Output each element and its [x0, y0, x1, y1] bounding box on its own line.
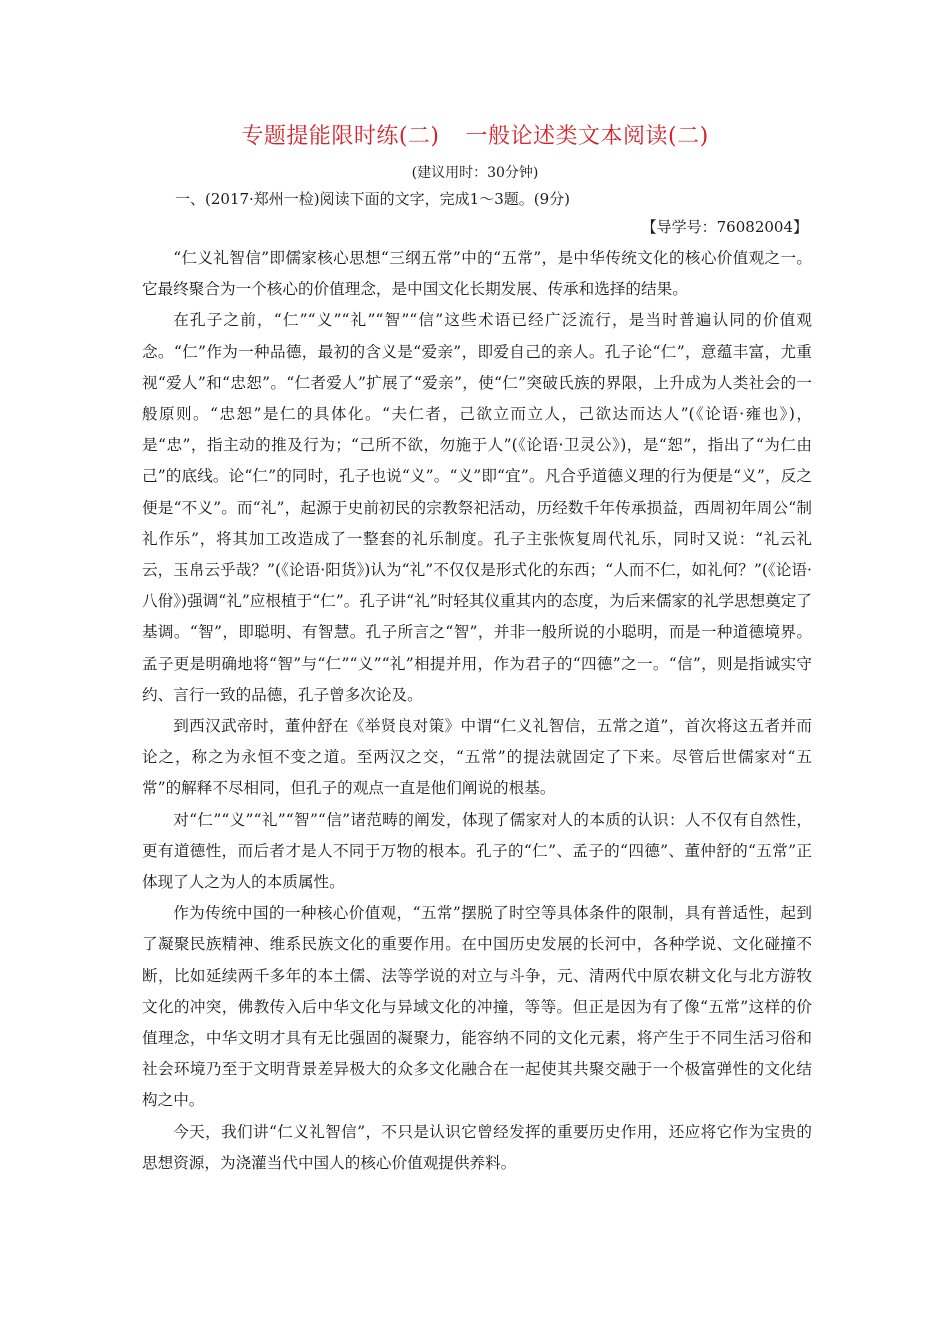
passage-paragraph-2: 在孔子之前，“仁”“义”“礼”“智”“信”这些术语已经广泛流行，是当时普遍认同的价值观念。“仁”作为一种品德，最初的含义是“爱亲”，即爱自己的亲人。孔子论“仁”，意蕴丰富，尤重视“爱人”和“忠恕”。“仁者爱人”扩展了“爱亲”，使“仁”突破氏族的界限，上升成为人类社会的一般原则。“忠恕”是仁的具体化。“夫仁者，己欲立而立人，己欲达而达人”(《论语·雍也》)，是“忠”，指主动的推及行为；“己所不欲，勿施于人”(《论语·卫灵公》)，是“恕”，指出了“为仁由己”的底线。论“仁”的同时，孔子也说“义”。“义”即“宜”。凡合乎道德义理的行为便是“义”，反之便是“不义”。而“礼”，起源于史前初民的宗教祭祀活动，历经数千年传承损益，西周初年周公“制礼作乐”，将其加工改造成了一整套的礼乐制度。孔子主张恢复周代礼乐，同时又说：“礼云礼云，玉帛云乎哉？”(《论语·阳货》)认为“礼”不仅仅是形式化的东西；“人而不仁，如礼何？”(《论语·八佾》)强调“礼”应根植于“仁”。孔子讲“礼”时轻其仪重其内的态度，为后来儒家的礼学思想奠定了基调。“智”，即聪明、有智慧。孔子所言之“智”，并非一般所说的小聪明，而是一种道德境界。孟子更是明确地将“智”与“仁”“义”“礼”相提并用，作为君子的“四德”之一。“信”，则是指诚实守约、言行一致的品德，孔子曾多次论及。: [142, 311, 812, 704]
suggested-time: (建议用时：30分钟): [411, 165, 539, 181]
passage-paragraph-6: 今天，我们讲“仁义礼智信”，不只是认识它曾经发挥的重要历史作用，还应将它作为宝贵的思想资源，为浇灌当代中国人的核心价值观提供养料。: [142, 1122, 812, 1172]
guide-number: 【导学号：76082004】: [641, 218, 808, 236]
passage-paragraph-4: 对“仁”“义”“礼”“智”“信”诸范畴的阐发，体现了儒家对人的本质的认识：人不仅有自然性，更有道德性，而后者才是人不同于万物的根本。孔子的“仁”、孟子的“四德”、董仲舒的“五常”正体现了人之为人的本质属性。: [142, 810, 812, 892]
passage-paragraph-3: 到西汉武帝时，董仲舒在《举贤良对策》中谓“仁义礼智信，五常之道”，首次将这五者并而论之，称之为永恒不变之道。至两汉之交，“五常”的提法就固定了下来。尽管后世儒家对“五常”的解释不尽相同，但孔子的观点一直是他们阐说的根基。: [142, 717, 812, 798]
passage-paragraph-5: 作为传统中国的一种核心价值观，“五常”摆脱了时空等具体条件的限制，具有普适性，起到了凝聚民族精神、维系民族文化的重要作用。在中国历史发展的长河中，各种学说、文化碰撞不断，比如延续两千多年的本土儒、法等学说的对立与斗争，元、清两代中原农耕文化与北方游牧文化的冲突，佛教传入后中华文化与异域文化的冲撞，等等。但正是因为有了像“五常”这样的价值理念，中华文明才具有无比强固的凝聚力，能容纳不同的文化元素，将产生于不同生活习俗和社会环境乃至于文明背景差异极大的众多文化融合在一起使其共聚交融于一个极富弹性的文化结构之中。: [142, 904, 812, 1110]
title-part-2: 一般论述类文本阅读(二): [465, 124, 709, 149]
title-part-1: 专题提能限时练(二): [241, 124, 440, 149]
page-title: [0, 121, 950, 153]
passage-paragraph-1: “仁义礼智信”即儒家核心思想“三纲五常”中的“五常”，是中华传统文化的核心价值观之一。它最终聚合为一个核心的价值理念，是中国文化长期发展、传承和选择的结果。: [142, 249, 812, 299]
question-intro: 一、(2017·郑州一检)阅读下面的文字，完成1～3题。(9分): [175, 190, 570, 208]
passage: [142, 243, 812, 1179]
